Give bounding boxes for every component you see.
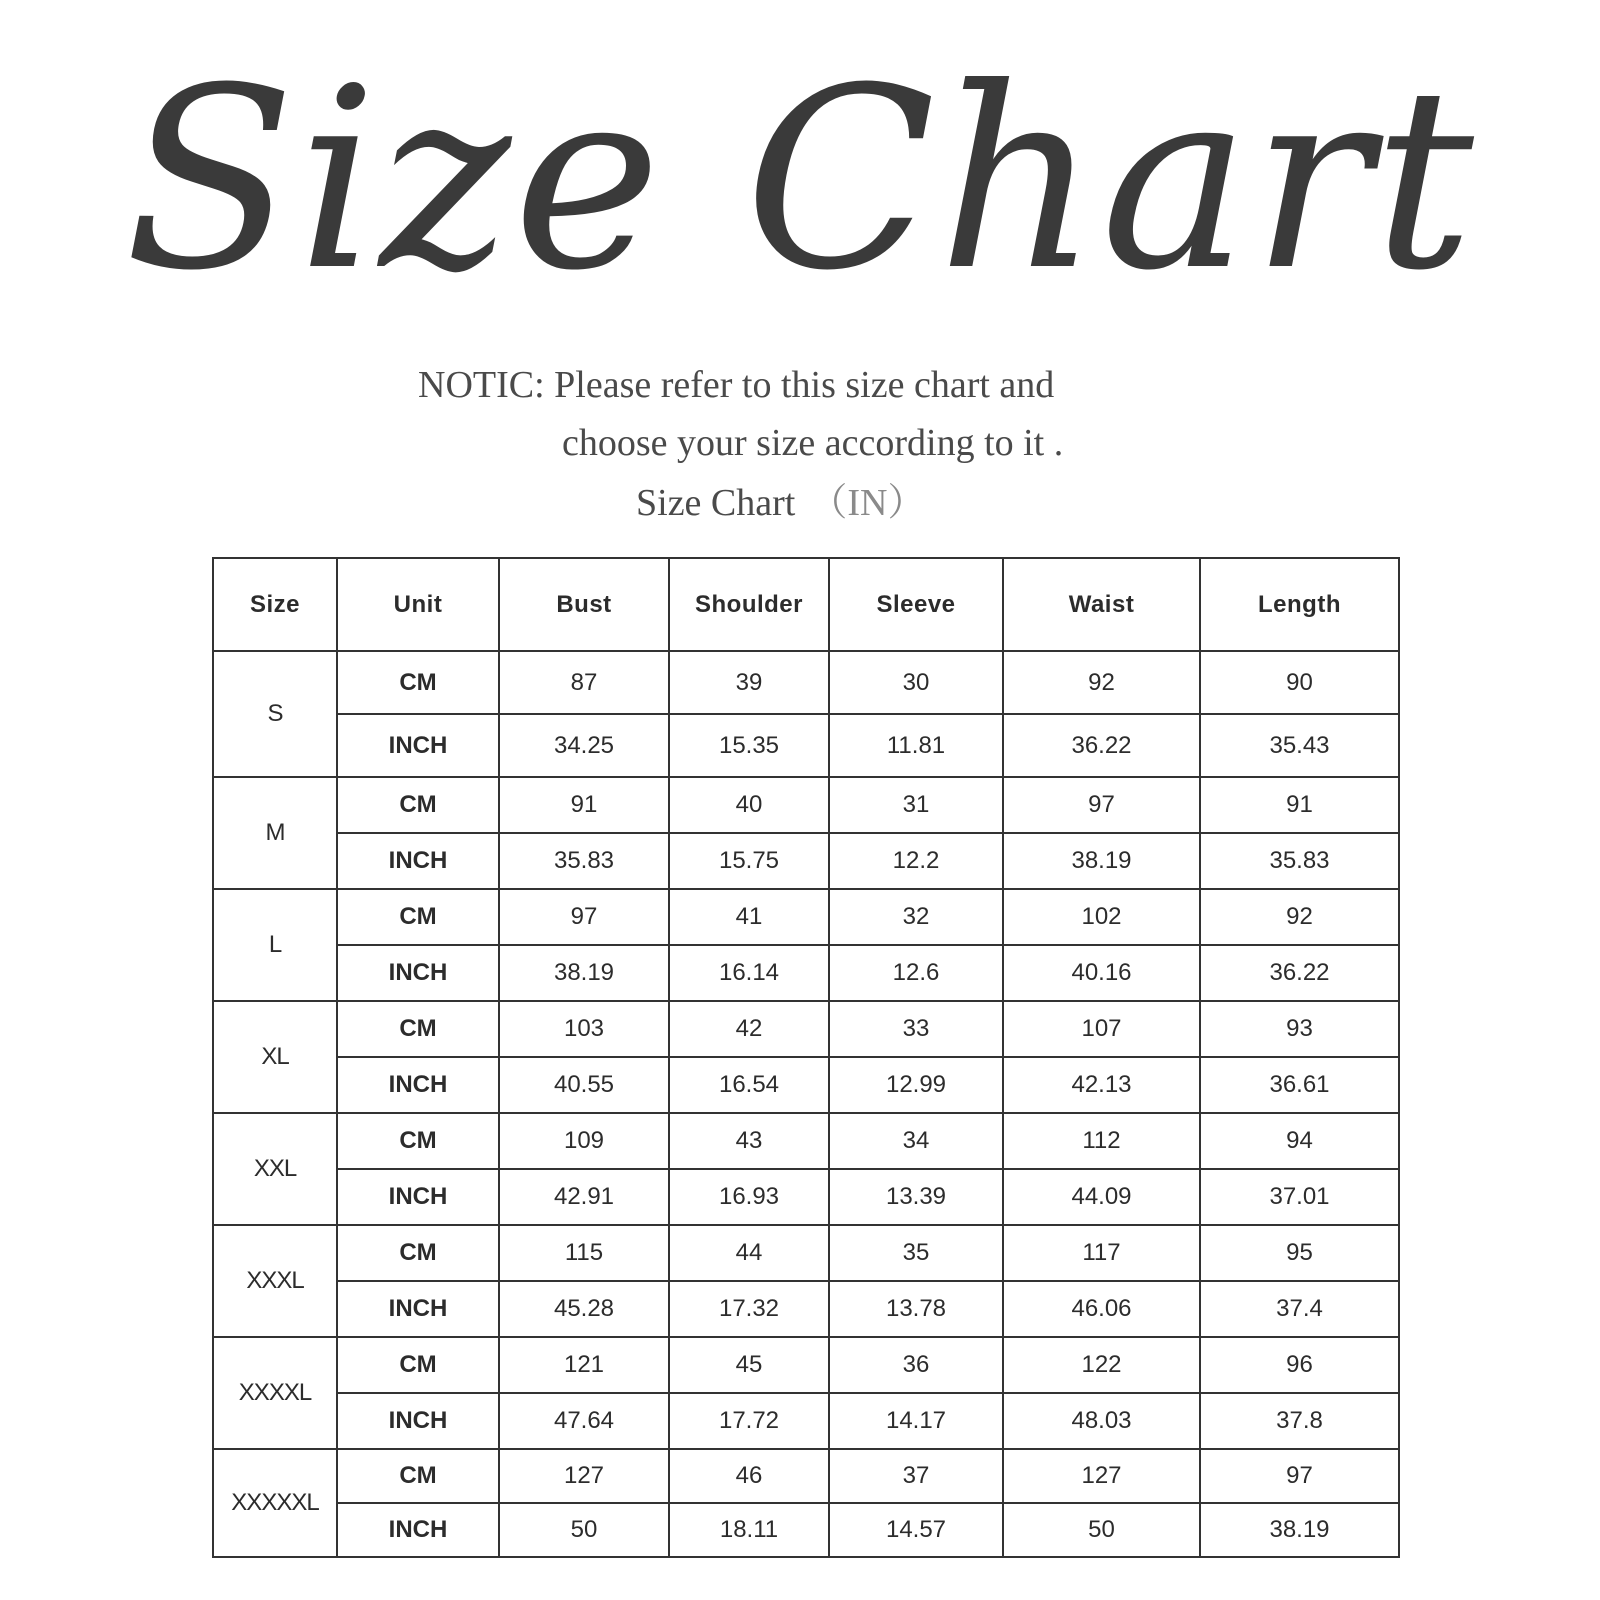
notice-line-2: choose your size according to it . [562, 422, 1064, 464]
waist-value: 112 [1003, 1113, 1200, 1169]
header-bust: Bust [499, 558, 669, 651]
shoulder-value: 46 [669, 1449, 829, 1503]
bust-value: 115 [499, 1225, 669, 1281]
table-row [213, 1113, 1399, 1169]
bust-value: 38.19 [499, 945, 669, 1001]
waist-value: 40.16 [1003, 945, 1200, 1001]
sleeve-value: 37 [829, 1449, 1003, 1503]
length-value: 36.61 [1200, 1057, 1399, 1113]
shoulder-value: 17.72 [669, 1393, 829, 1449]
sleeve-value: 14.17 [829, 1393, 1003, 1449]
bust-value: 40.55 [499, 1057, 669, 1113]
table-row [213, 1503, 1399, 1557]
shoulder-value: 39 [669, 651, 829, 714]
header-length: Length [1200, 558, 1399, 651]
waist-value: 38.19 [1003, 833, 1200, 889]
unit-label: INCH [337, 1057, 499, 1113]
sleeve-value: 13.39 [829, 1169, 1003, 1225]
sleeve-value: 13.78 [829, 1281, 1003, 1337]
table-row [213, 1337, 1399, 1393]
header-shoulder: Shoulder [669, 558, 829, 651]
size-label: XXXL [213, 1225, 337, 1337]
waist-value: 50 [1003, 1503, 1200, 1557]
waist-value: 97 [1003, 777, 1200, 833]
table-caption [636, 480, 925, 526]
unit-label: INCH [337, 1393, 499, 1449]
waist-value: 48.03 [1003, 1393, 1200, 1449]
unit-label: INCH [337, 1281, 499, 1337]
sleeve-value: 33 [829, 1001, 1003, 1057]
unit-label: INCH [337, 833, 499, 889]
waist-value: 117 [1003, 1225, 1200, 1281]
length-value: 95 [1200, 1225, 1399, 1281]
unit-label: INCH [337, 714, 499, 777]
bust-value: 97 [499, 889, 669, 945]
table-caption-unit: （IN） [809, 482, 926, 524]
table-row [213, 777, 1399, 833]
unit-label: CM [337, 777, 499, 833]
waist-value: 102 [1003, 889, 1200, 945]
bust-value: 50 [499, 1503, 669, 1557]
shoulder-value: 40 [669, 777, 829, 833]
table-row [213, 714, 1399, 777]
shoulder-value: 41 [669, 889, 829, 945]
unit-label: CM [337, 1001, 499, 1057]
unit-label: CM [337, 889, 499, 945]
table-row [213, 651, 1399, 714]
bust-value: 35.83 [499, 833, 669, 889]
table-row [213, 833, 1399, 889]
header-unit: Unit [337, 558, 499, 651]
size-label: M [213, 777, 337, 889]
length-value: 37.4 [1200, 1281, 1399, 1337]
sleeve-value: 34 [829, 1113, 1003, 1169]
unit-label: INCH [337, 945, 499, 1001]
bust-value: 91 [499, 777, 669, 833]
shoulder-value: 15.35 [669, 714, 829, 777]
length-value: 38.19 [1200, 1503, 1399, 1557]
sleeve-value: 12.99 [829, 1057, 1003, 1113]
length-value: 37.8 [1200, 1393, 1399, 1449]
unit-label: CM [337, 651, 499, 714]
header-waist: Waist [1003, 558, 1200, 651]
waist-value: 44.09 [1003, 1169, 1200, 1225]
shoulder-value: 16.14 [669, 945, 829, 1001]
length-value: 94 [1200, 1113, 1399, 1169]
shoulder-value: 43 [669, 1113, 829, 1169]
sleeve-value: 36 [829, 1337, 1003, 1393]
shoulder-value: 17.32 [669, 1281, 829, 1337]
sleeve-value: 30 [829, 651, 1003, 714]
size-label: XXL [213, 1113, 337, 1225]
bust-value: 87 [499, 651, 669, 714]
length-value: 37.01 [1200, 1169, 1399, 1225]
shoulder-value: 16.54 [669, 1057, 829, 1113]
size-label: XL [213, 1001, 337, 1113]
unit-label: INCH [337, 1503, 499, 1557]
shoulder-value: 16.93 [669, 1169, 829, 1225]
table-row [213, 945, 1399, 1001]
table-row [213, 889, 1399, 945]
table-row [213, 1393, 1399, 1449]
length-value: 36.22 [1200, 945, 1399, 1001]
shoulder-value: 44 [669, 1225, 829, 1281]
shoulder-value: 18.11 [669, 1503, 829, 1557]
waist-value: 127 [1003, 1449, 1200, 1503]
table-row [213, 1281, 1399, 1337]
length-value: 96 [1200, 1337, 1399, 1393]
header-sleeve: Sleeve [829, 558, 1003, 651]
sleeve-value: 32 [829, 889, 1003, 945]
bust-value: 47.64 [499, 1393, 669, 1449]
sleeve-value: 35 [829, 1225, 1003, 1281]
unit-label: CM [337, 1449, 499, 1503]
length-value: 91 [1200, 777, 1399, 833]
length-value: 35.83 [1200, 833, 1399, 889]
shoulder-value: 42 [669, 1001, 829, 1057]
length-value: 93 [1200, 1001, 1399, 1057]
length-value: 97 [1200, 1449, 1399, 1503]
waist-value: 46.06 [1003, 1281, 1200, 1337]
bust-value: 109 [499, 1113, 669, 1169]
size-label: S [213, 651, 337, 777]
waist-value: 36.22 [1003, 714, 1200, 777]
bust-value: 103 [499, 1001, 669, 1057]
unit-label: CM [337, 1113, 499, 1169]
notice-line-1: NOTIC: Please refer to this size chart and [418, 364, 1055, 406]
bust-value: 45.28 [499, 1281, 669, 1337]
unit-label: CM [337, 1337, 499, 1393]
size-label: XXXXL [213, 1337, 337, 1449]
length-value: 35.43 [1200, 714, 1399, 777]
waist-value: 42.13 [1003, 1057, 1200, 1113]
header-row [213, 558, 1399, 651]
size-label: XXXXXL [213, 1449, 337, 1557]
length-value: 90 [1200, 651, 1399, 714]
table-row [213, 1057, 1399, 1113]
waist-value: 122 [1003, 1337, 1200, 1393]
header-size: Size [213, 558, 337, 651]
table-row [213, 1001, 1399, 1057]
unit-label: CM [337, 1225, 499, 1281]
sleeve-value: 14.57 [829, 1503, 1003, 1557]
bust-value: 34.25 [499, 714, 669, 777]
waist-value: 92 [1003, 651, 1200, 714]
page-title: Size Chart [124, 34, 1476, 325]
shoulder-value: 45 [669, 1337, 829, 1393]
shoulder-value: 15.75 [669, 833, 829, 889]
size-table [212, 557, 1400, 1558]
table-caption-text: Size Chart [636, 482, 796, 524]
bust-value: 121 [499, 1337, 669, 1393]
bust-value: 127 [499, 1449, 669, 1503]
size-label: L [213, 889, 337, 1001]
sleeve-value: 31 [829, 777, 1003, 833]
sleeve-value: 12.2 [829, 833, 1003, 889]
table-row [213, 1225, 1399, 1281]
unit-label: INCH [337, 1169, 499, 1225]
table-row [213, 1169, 1399, 1225]
table-row [213, 1449, 1399, 1503]
sleeve-value: 11.81 [829, 714, 1003, 777]
bust-value: 42.91 [499, 1169, 669, 1225]
length-value: 92 [1200, 889, 1399, 945]
sleeve-value: 12.6 [829, 945, 1003, 1001]
waist-value: 107 [1003, 1001, 1200, 1057]
